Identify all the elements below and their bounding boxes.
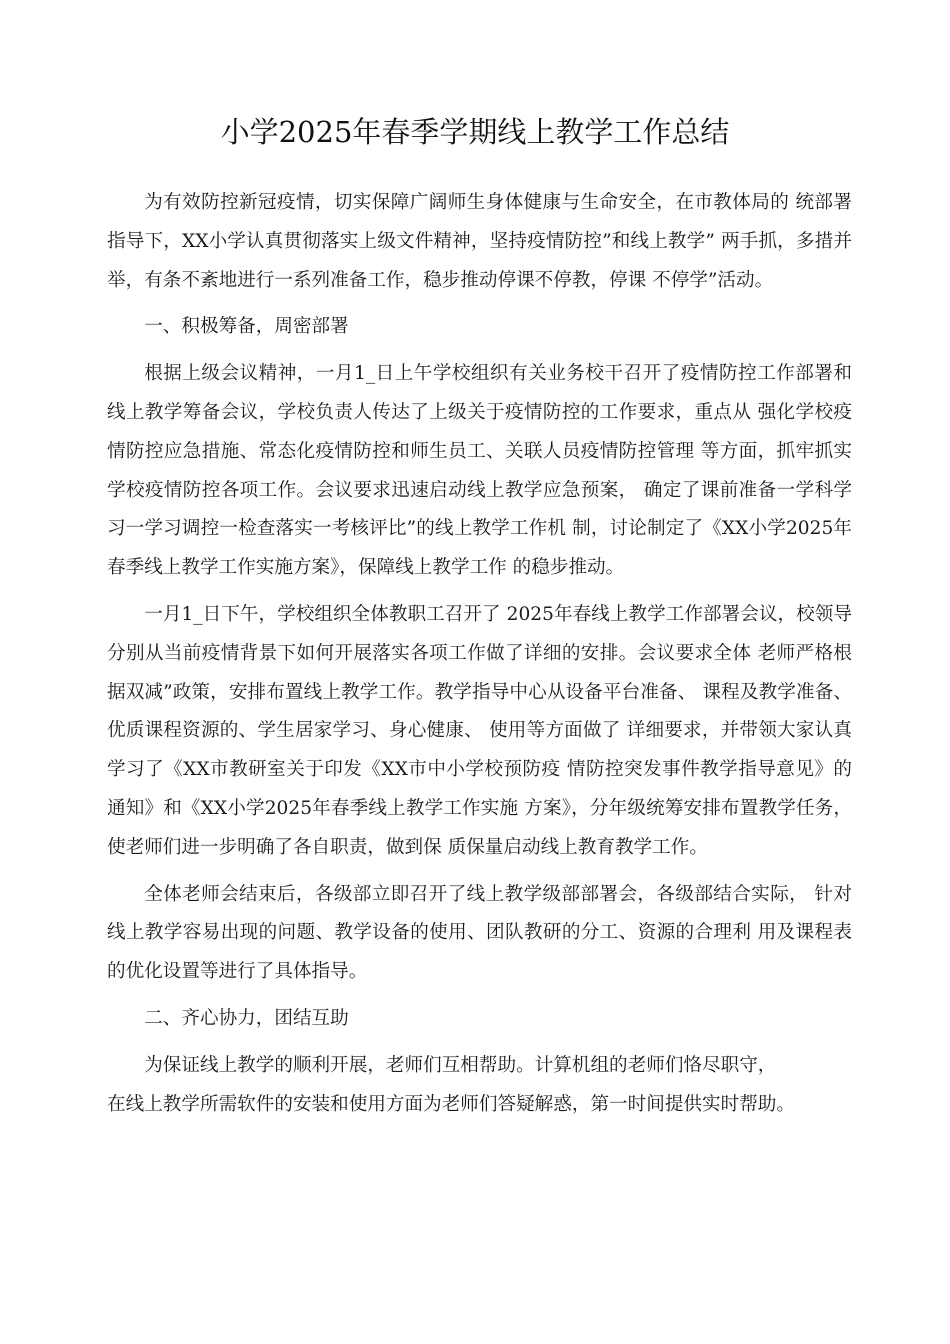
paragraph-intro: 为有效防控新冠疫情，切实保障广阔师生身体健康与生命安全，在市教体局的 统部署指导下，XX小学认真贯彻落实上级文件精神，坚持疫情防控”和线上教学” 两手抓，多措并举，有条不紊地进行一系列准备工作，稳步推动停课不停教，停课 不停学”活动。	[107, 192, 852, 291]
section-heading-1: 一、积极筹备，周密部署	[144, 316, 349, 338]
paragraph-grade-meetings: 全体老师会结束后，各级部立即召开了线上教学级部部署会，各级部结合实际， 针对线上教学容易出现的问题、教学设备的使用、团队教研的分工、资源的合理利 用及课程表的优化设置等进行了具体指导。	[107, 883, 852, 983]
section-heading-2: 二、齐心协力，团结互助	[144, 1007, 349, 1029]
document-body	[107, 184, 852, 1124]
paragraph-teamwork-line-2: 在线上教学所需软件的安装和使用方面为老师们答疑解惑，第一时间提供实时帮助。	[107, 1093, 795, 1115]
document-title: 小学2025年春季学期线上教学工作总结	[220, 115, 730, 149]
paragraph-teamwork-line-1: 为保证线上教学的顺利开展，老师们互相帮助。计算机组的老师们恪尽职守，	[144, 1054, 777, 1076]
paragraph-meeting-morning: 根据上级会议精神，一月1_日上午学校组织有关业务校干召开了疫情防控工作部署和线上教学筹备会议，学校负责人传达了上级关于疫情防控的工作要求，重点从 强化学校疫情防控应急措施、常态化疫情防控和师生员工、关联人员疫情防控管理 等方面，抓牢抓实学校疫情防控各项工作。会议要求迅速启动线上教学应急预案， 确定了课前准备一学科学习一学习调控一检查落实一考核评比”的线上教学工作机 制，讨论制定了《XX小学2025年春季线上教学工作实施方案》，保障线上教学工作 的稳步推动。	[107, 363, 852, 579]
paragraph-teamwork	[107, 1047, 852, 1125]
paragraph-meeting-afternoon: 一月1_日下午，学校组织全体教职工召开了 2025年春线上教学工作部署会议，校领导分别从当前疫情背景下如何开展落实各项工作做了详细的安排。会议要求全体 老师严格根据双减”政策，安排布置线上教学工作。教学指导中心从设备平台准备、 课程及教学准备、优质课程资源的、学生居家学习、身心健康、 使用等方面做了 详细要求，并带领大家认真学习了《XX市教研室关于印发《XX市中小学校预防疫 情防控突发事件教学指导意见》的通知》和《XX小学2025年春季线上教学工作实施 方案》，分年级统筹安排布置教学任务，使老师们进一步明确了各自职责，做到保 质保量启动线上教育教学工作。	[107, 603, 852, 858]
